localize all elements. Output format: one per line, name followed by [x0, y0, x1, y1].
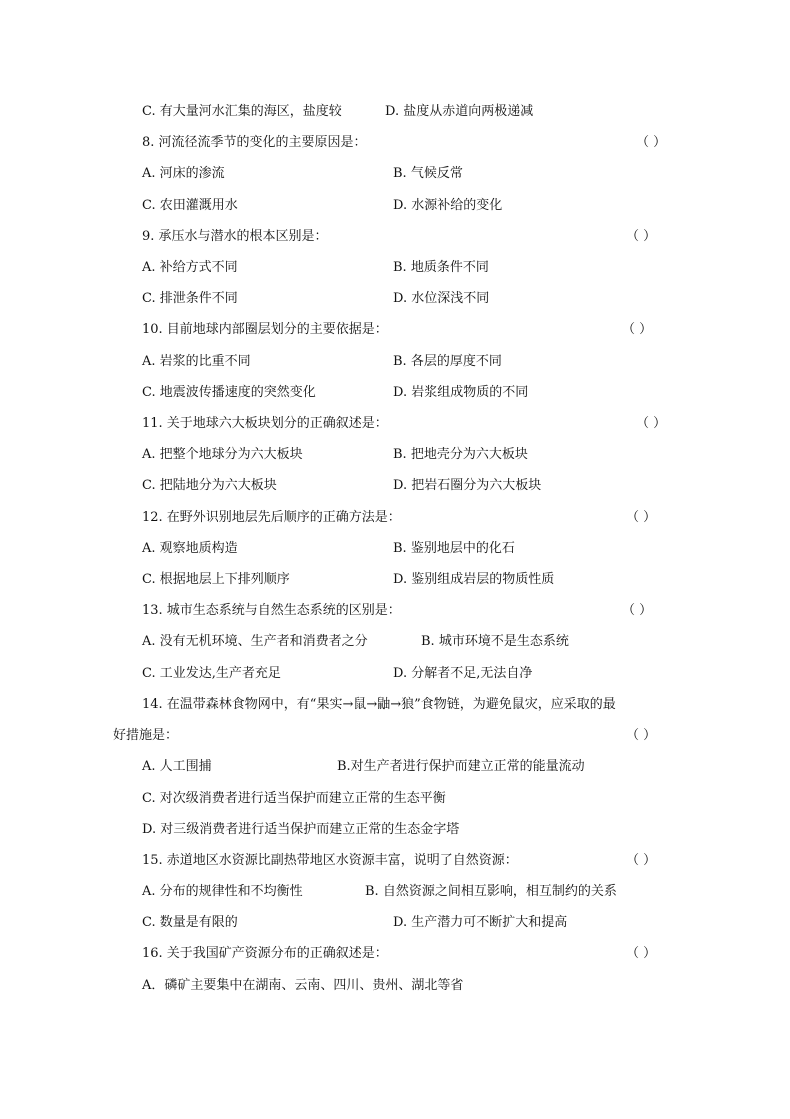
q14-option-c-row — [0, 789, 790, 809]
q12-option-c: C. 根据地层上下排列顺序 — [142, 572, 290, 587]
q7-option-d: D. 盐度从赤道向两极递减 — [385, 104, 534, 119]
q13-answer-paren: （ ） — [622, 603, 653, 618]
q9-option-c: C. 排泄条件不同 — [142, 291, 238, 306]
q12-option-b: B. 鉴别地层中的化石 — [393, 541, 515, 556]
q11-options-cd-row — [0, 476, 790, 496]
q14-option-b: B.对生产者进行保护而建立正常的能量流动 — [337, 759, 585, 774]
q11-option-b: B. 把地壳分为六大板块 — [393, 447, 528, 462]
q10-option-b: B. 各层的厚度不同 — [393, 354, 502, 369]
q9-stem: 9. 承压水与潜水的根本区别是： — [142, 229, 328, 244]
q8-option-c: C. 农田灌溉用水 — [142, 198, 238, 213]
q8-option-a: A. 河床的渗流 — [142, 166, 225, 181]
q15-answer-paren: （ ） — [626, 853, 657, 868]
q15-option-d: D. 生产潜力可不断扩大和提高 — [393, 915, 568, 930]
q14-option-d: D. 对三级消费者进行适当保护而建立正常的生态金字塔 — [142, 822, 460, 837]
q10-stem-row — [0, 320, 790, 340]
q9-option-b: B. 地质条件不同 — [393, 260, 489, 275]
q9-option-a: A. 补给方式不同 — [142, 260, 238, 275]
q11-answer-paren: （ ） — [636, 416, 667, 431]
q11-stem-row — [0, 414, 790, 434]
q8-option-b: B. 气候反常 — [393, 166, 463, 181]
q16-option-a: A．磷矿主要集中在湖南、云南、四川、贵州、湖北等省 — [142, 978, 464, 993]
q14-stem-row-2 — [0, 726, 790, 746]
q12-option-a: A. 观察地质构造 — [142, 541, 238, 556]
q16-stem-row — [0, 944, 790, 964]
q13-option-d: D. 分解者不足,无法自净 — [393, 666, 533, 681]
q13-stem: 13. 城市生态系统与自然生态系统的区别是： — [142, 603, 401, 618]
q14-stem-line1: 14. 在温带森林食物网中，有“果实→鼠→鼬→狼”食物链，为避免鼠灾，应采取的最 — [142, 697, 616, 712]
q10-option-d: D. 岩浆组成物质的不同 — [393, 385, 529, 400]
q8-stem-row — [0, 133, 790, 153]
q10-option-c: C. 地震波传播速度的突然变化 — [142, 385, 316, 400]
q13-option-b: B. 城市环境不是生态系统 — [421, 634, 569, 649]
q9-options-cd-row — [0, 289, 790, 309]
q10-stem: 10. 目前地球内部圈层划分的主要依据是： — [142, 322, 388, 337]
q9-options-ab-row — [0, 258, 790, 278]
q15-stem: 15. 赤道地区水资源比副热带地区水资源丰富，说明了自然资源： — [142, 853, 518, 868]
q14-option-a: A. 人工围捕 — [142, 759, 212, 774]
q12-answer-paren: （ ） — [626, 510, 657, 525]
q11-stem: 11. 关于地球六大板块划分的正确叙述是： — [142, 416, 388, 431]
q16-option-a-row — [0, 976, 790, 996]
q16-answer-paren: （ ） — [626, 946, 657, 961]
q13-options-cd-row — [0, 664, 790, 684]
q15-option-a: A. 分布的规律性和不均衡性 — [142, 884, 303, 899]
q12-stem: 12. 在野外识别地层先后顺序的正确方法是： — [142, 510, 401, 525]
q9-answer-paren: （ ） — [626, 229, 657, 244]
q13-options-ab-row — [0, 632, 790, 652]
q15-option-c: C. 数量是有限的 — [142, 915, 238, 930]
q8-answer-paren: （ ） — [636, 135, 667, 150]
q11-option-d: D. 把岩石圈分为六大板块 — [393, 478, 542, 493]
q8-stem: 8. 河流径流季节的变化的主要原因是： — [142, 135, 367, 150]
q15-stem-row — [0, 851, 790, 871]
q12-options-cd-row — [0, 570, 790, 590]
q16-stem: 16. 关于我国矿产资源分布的正确叙述是： — [142, 946, 388, 961]
q12-stem-row — [0, 508, 790, 528]
q12-option-d: D. 鉴别组成岩层的物质性质 — [393, 572, 555, 587]
q12-options-ab-row — [0, 539, 790, 559]
q7-option-c: C. 有大量河水汇集的海区，盐度较 — [142, 104, 342, 119]
q10-answer-paren: （ ） — [622, 322, 653, 337]
q8-options-cd-row — [0, 196, 790, 216]
q15-options-ab-row — [0, 882, 790, 902]
q13-option-a: A. 没有无机环境、生产者和消费者之分 — [142, 634, 368, 649]
q10-options-cd-row — [0, 383, 790, 403]
q8-option-d: D. 水源补给的变化 — [393, 198, 503, 213]
q13-stem-row — [0, 601, 790, 621]
q14-stem-row-1 — [0, 695, 790, 715]
q13-option-c: C. 工业发达,生产者充足 — [142, 666, 281, 681]
q10-option-a: A. 岩浆的比重不同 — [142, 354, 251, 369]
q15-options-cd-row — [0, 913, 790, 933]
q10-options-ab-row — [0, 352, 790, 372]
q15-option-b: B. 自然资源之间相互影响，相互制约的关系 — [365, 884, 617, 899]
q11-option-a: A. 把整个地球分为六大板块 — [142, 447, 303, 462]
q14-option-c: C. 对次级消费者进行适当保护而建立正常的生态平衡 — [142, 791, 446, 806]
q9-option-d: D. 水位深浅不同 — [393, 291, 490, 306]
q9-stem-row — [0, 227, 790, 247]
q11-option-c: C. 把陆地分为六大板块 — [142, 478, 277, 493]
q14-answer-paren: （ ） — [626, 728, 657, 743]
q14-option-d-row — [0, 820, 790, 840]
q14-options-ab-row — [0, 757, 790, 777]
q11-options-ab-row — [0, 445, 790, 465]
q14-stem-line2: 好措施是： — [113, 728, 179, 743]
q8-options-ab-row — [0, 164, 790, 184]
q7-options-cd-row — [0, 102, 790, 122]
